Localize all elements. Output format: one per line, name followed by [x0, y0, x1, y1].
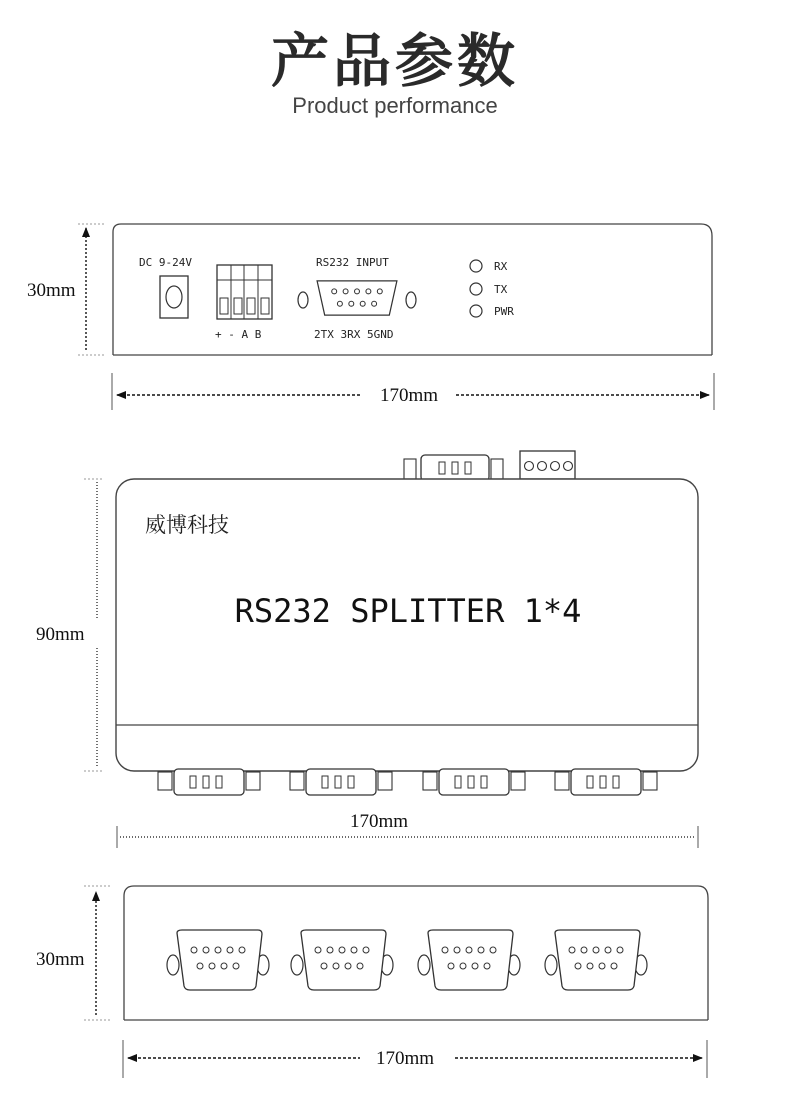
page-subtitle: Product performance — [292, 93, 498, 118]
top-width-dim: 170mm — [380, 385, 439, 406]
top-view — [24, 224, 714, 410]
output-connector-4 — [555, 769, 657, 795]
dc-jack — [160, 276, 188, 318]
led-rx-label: RX — [494, 260, 508, 273]
output-connector-3 — [423, 769, 525, 795]
front-width-dim: 170mm — [350, 811, 409, 832]
dc-label: DC 9-24V — [139, 256, 192, 269]
back-view — [33, 886, 708, 1078]
led-pwr-icon — [470, 305, 482, 317]
top-terminal-block — [520, 451, 575, 479]
top-db9-connector — [404, 455, 503, 481]
rs232-input-port — [317, 281, 397, 315]
back-height-dim: 30mm — [36, 949, 85, 970]
terminal-labels: + - A B — [215, 328, 262, 341]
back-width-dim: 170mm — [376, 1048, 435, 1069]
output-connector-2 — [290, 769, 392, 795]
led-rx-icon — [470, 260, 482, 272]
rs232-input-label: RS232 INPUT — [316, 256, 389, 269]
led-tx-icon — [470, 283, 482, 295]
rs232-pin-labels: 2TX 3RX 5GND — [314, 328, 394, 341]
brand-label: 威博科技 — [145, 513, 229, 537]
product-name: RS232 SPLITTER 1*4 — [234, 592, 582, 630]
terminal-block — [217, 265, 272, 319]
top-height-dim: 30mm — [27, 280, 76, 301]
led-tx-label: TX — [494, 283, 508, 296]
front-view — [36, 451, 698, 848]
front-height-dim: 90mm — [36, 624, 85, 645]
page-title: 产品参数 — [270, 27, 519, 95]
led-pwr-label: PWR — [494, 305, 514, 318]
output-connector-1 — [158, 769, 260, 795]
